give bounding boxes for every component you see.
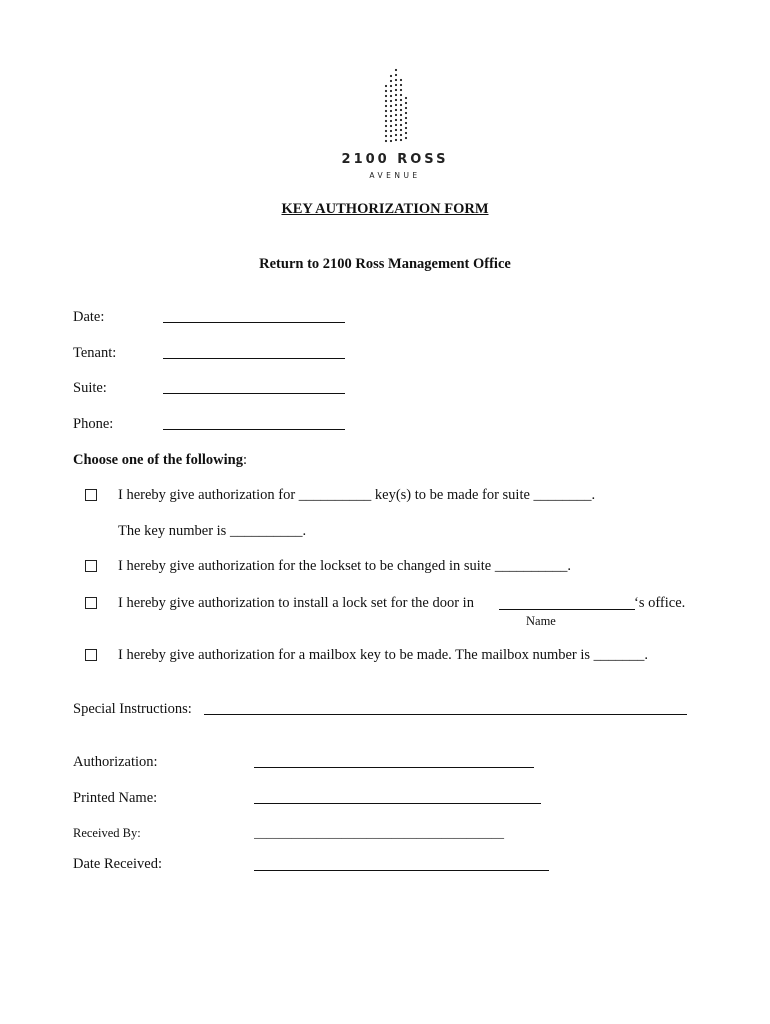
option-3-name-caption: Name <box>526 614 556 628</box>
choose-label: Choose one of the following <box>73 452 243 468</box>
printed-name-label: Printed Name: <box>73 790 158 806</box>
special-instructions-label: Special Instructions: <box>73 701 192 717</box>
option-3-checkbox[interactable] <box>85 597 97 609</box>
form-title: KEY AUTHORIZATION FORM <box>281 201 489 217</box>
option-4-checkbox[interactable] <box>85 649 97 661</box>
suite-label: Suite: <box>73 380 107 396</box>
received-by-line[interactable]: ________________________________________ <box>254 826 504 840</box>
date-label: Date: <box>73 309 105 325</box>
option-4-text: I hereby give authorization for a mailbox key to be made. The mailbox number is _______. <box>118 647 649 663</box>
option-3-suffix: ‘s office. <box>634 595 686 611</box>
phone-label: Phone: <box>73 416 114 432</box>
tenant-label: Tenant: <box>73 345 117 361</box>
authorization-line[interactable] <box>254 767 534 768</box>
received-by-label: Received By: <box>73 826 141 840</box>
choose-colon: : <box>242 452 248 468</box>
dotted-tower-logo-icon <box>340 68 450 148</box>
option-3-name-line[interactable] <box>499 609 635 610</box>
suite-field-line[interactable] <box>163 393 345 394</box>
phone-field-line[interactable] <box>163 429 345 430</box>
tenant-field-line[interactable] <box>163 358 345 359</box>
option-1-key-number: The key number is __________. <box>118 523 307 539</box>
logo-name: 2100 ROSS <box>341 152 449 167</box>
building-logo <box>340 68 450 183</box>
printed-name-line[interactable] <box>254 803 541 804</box>
option-1-text: I hereby give authorization for __________ key(s) to be made for suite ________. <box>118 487 596 503</box>
option-3-text: I hereby give authorization to install a lock set for the door in <box>118 595 474 611</box>
special-instructions-line[interactable] <box>204 714 687 715</box>
logo-subtitle: AVENUE <box>369 171 421 180</box>
option-2-checkbox[interactable] <box>85 560 97 572</box>
date-field-line[interactable] <box>163 322 345 323</box>
option-2-text: I hereby give authorization for the lockset to be changed in suite __________. <box>118 558 571 574</box>
date-received-line[interactable] <box>254 870 549 871</box>
option-1-checkbox[interactable] <box>85 489 97 501</box>
date-received-label: Date Received: <box>73 856 162 872</box>
form-subtitle: Return to 2100 Ross Management Office <box>259 256 511 272</box>
choose-heading <box>73 452 247 469</box>
authorization-label: Authorization: <box>73 754 158 770</box>
